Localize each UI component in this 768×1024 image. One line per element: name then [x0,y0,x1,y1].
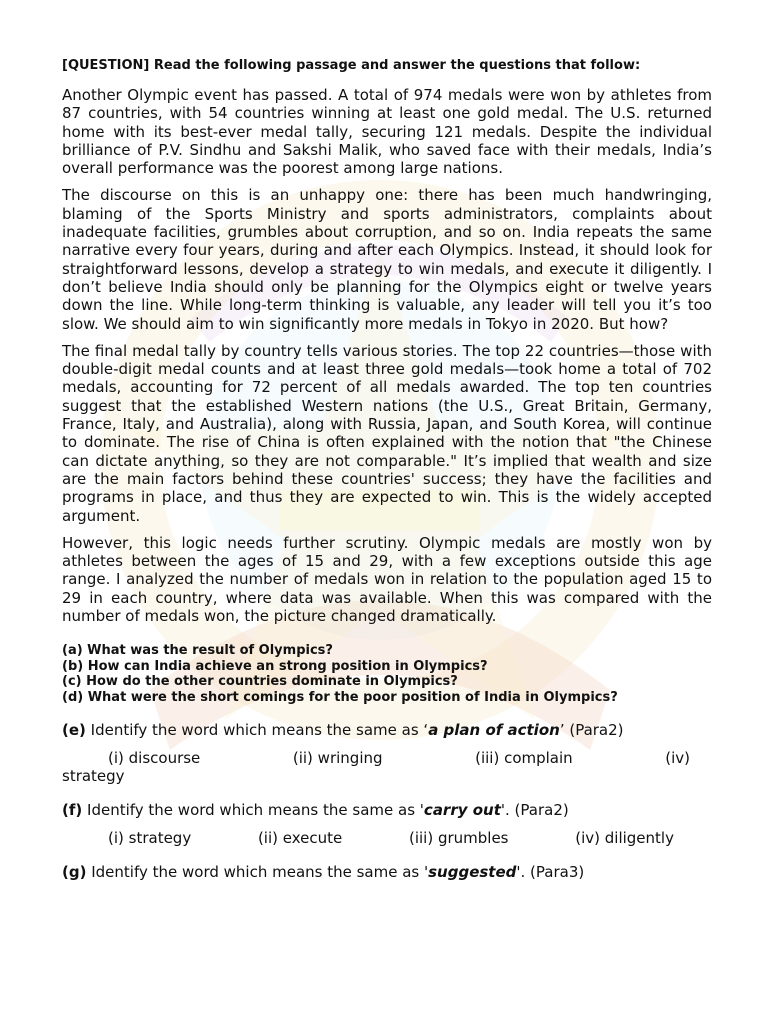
mcq-e-option-1: (i) discourse [108,748,201,767]
mcq-g-prompt [62,863,712,881]
mcq-f-term: carry out [423,800,501,819]
mcq-f-suffix: '. (Para2) [500,800,569,819]
mcq-e-prefix: Identify the word which means the same as ‘ [85,720,429,739]
mcq-e-suffix: ’ (Para2) [559,720,624,739]
mcq-e-prompt [62,721,712,739]
mcq-f-option-2: (ii) execute [257,828,343,847]
mcq-f-label: (f) [62,800,83,819]
question-heading: [QUESTION] Read the following passage and answer the questions that follow: [62,58,641,73]
mcq-f-prompt [62,801,712,819]
mcq-f-option-3: (iii) grumbles [408,828,509,847]
passage-paragraph-3: The final medal tally by country tells various stories. The top 22 countries—those with double-digit medal counts and at least three gold medals—took home a total of 702 medals, accounting for 72 percent of all medals awarded. The top ten countries suggest that the established Western nations (the U.S., Great Britain, Germany, France, Italy, and Australia), along with Russia, Japan, and South Korea, will continue to dominate. The rise of China is often explained with the notion that "the Chinese can dictate anything, so they are not comparable." It’s implied that wealth and size are the main factors behind these countries' success; they have the facilities and programs in place, and thus they are expected to win. This is the widely accepted argument. [62,341,712,525]
mcq-e-option-4: (iv) [665,748,690,767]
mcq-g-label: (g) [62,862,87,881]
passage-paragraph-2: The discourse on this is an unhappy one: there has been much handwringing, blaming of the Sports Ministry and sports administrators, complaints about inadequate facilities, grumbles about corruption, and so on. India repeats the same narrative every four years, during and after each Olympics. Instead, it should look for straightforward lessons, develop a strategy to win medals, and execute it diligently. I don’t believe India should only be planning for the Olympics eight or twelve years down the line. While long-term thinking is valuable, any leader will tell you it’s too slow. We should aim to win significantly more medals in Tokyo in 2020. But how? [62,186,712,333]
passage-paragraph-1: Another Olympic event has passed. A total of 974 medals were won by athletes from 87 countries, with 54 countries winning at least one gold medal. The U.S. returned home with its best-ever medal tally, securing 121 medals. Despite the individual brilliance of P.V. Sindhu and Sakshi Malik, who saved face with their medals, India’s overall performance was the poorest among large nations. [62,86,712,178]
mcq-e-option-3: (iii) complain [475,748,573,767]
document-body [62,56,712,881]
mcq-g-term: suggested [428,862,517,881]
question-b: (b) How can India achieve an strong position in Olympics? [62,658,488,674]
mcq-e-option-4-overflow: strategy [62,766,125,785]
question-list [62,643,712,705]
mcq-e-label: (e) [62,720,86,739]
mcq-e-option-2: (ii) wringing [292,748,383,767]
question-c: (c) How do the other countries dominate in Olympics? [62,674,458,690]
mcq-e-options [62,749,712,785]
mcq-g-suffix: '. (Para3) [516,862,585,881]
mcq-f-options [62,829,712,847]
question-d: (d) What were the short comings for the poor position of India in Olympics? [62,689,618,705]
mcq-f-option-4: (iv) diligently [575,828,674,847]
question-a: (a) What was the result of Olympics? [62,643,333,659]
mcq-e-term: a plan of action [428,720,560,739]
mcq-g-prefix: Identify the word which means the same as ' [86,862,429,881]
mcq-f-prefix: Identify the word which means the same as ' [82,800,424,819]
mcq-f-option-1: (i) strategy [108,828,192,847]
passage-paragraph-4: However, this logic needs further scrutiny. Olympic medals are mostly won by athletes between the ages of 15 and 29, with a few exceptions outside this age range. I analyzed the number of medals won in relation to the population aged 15 to 29 in each country, where data was available. When this was compared with the number of medals won, the picture changed dramatically. [62,533,712,626]
